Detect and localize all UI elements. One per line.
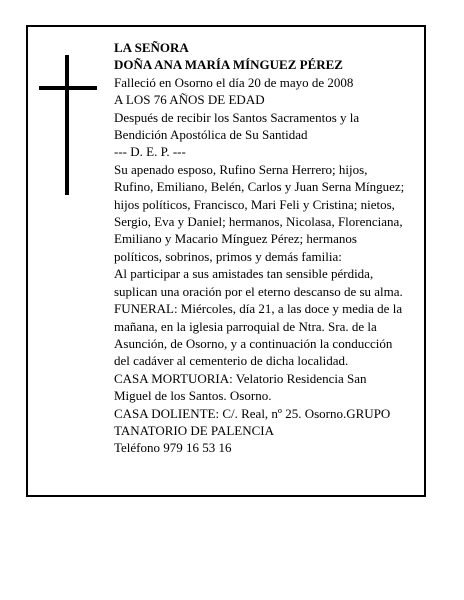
text-line: Falleció en Osorno el día 20 de mayo de 2008	[114, 74, 354, 90]
text-line: Asunción, de Osorno, y a continuación la conducción	[114, 335, 393, 351]
text-line: hijos políticos, Francisco, Mari Feli y Cristina; nietos,	[114, 196, 395, 212]
text-line: Teléfono 979 16 53 16	[114, 440, 232, 456]
cross-icon-arm	[39, 86, 97, 90]
text-line: CASA DOLIENTE: C/. Real, nº 25. Osorno.GRUPO	[114, 405, 391, 421]
text-line: Rufino, Emiliano, Belén, Carlos y Juan Serna Mínguez;	[114, 179, 405, 195]
text-line: TANATORIO DE PALENCIA	[114, 422, 275, 438]
text-line: Emiliano y Macario Mínguez Pérez; hermanos	[114, 231, 357, 247]
title-line: LA SEÑORA	[114, 40, 189, 55]
deceased-name: DOÑA ANA MARÍA MÍNGUEZ PÉREZ	[114, 57, 343, 73]
text-line: Miguel de los Santos. Osorno.	[114, 388, 272, 404]
text-line: Su apenado esposo, Rufino Serna Herrero; hijos,	[114, 161, 368, 177]
text-line: políticos, sobrinos, primos y demás familia:	[114, 248, 342, 264]
text-line: Al participar a sus amistades tan sensible pérdida,	[114, 266, 374, 282]
text-line: A LOS 76 AÑOS DE EDAD	[114, 92, 265, 108]
text-line: Después de recibir los Santos Sacramentos y la	[114, 109, 360, 125]
text-line: Sergio, Eva y Daniel; hermanos, Nicolasa, Florenciana,	[114, 214, 403, 230]
text-line: del cadáver al cementerio de dicha localidad.	[114, 353, 349, 369]
text-line: CASA MORTUORIA: Velatorio Residencia San	[114, 370, 367, 386]
cross-icon	[65, 55, 69, 195]
text-line: mañana, en la iglesia parroquial de Ntra. Sra. de la	[114, 318, 377, 334]
text-line: suplican una oración por el eterno descanso de su alma.	[114, 283, 403, 299]
obituary-text	[114, 39, 422, 457]
text-line: Bendición Apostólica de Su Santidad	[114, 127, 308, 143]
text-line: --- D. E. P. ---	[114, 144, 186, 160]
text-line: FUNERAL: Miércoles, día 21, a las doce y media de la	[114, 301, 403, 317]
